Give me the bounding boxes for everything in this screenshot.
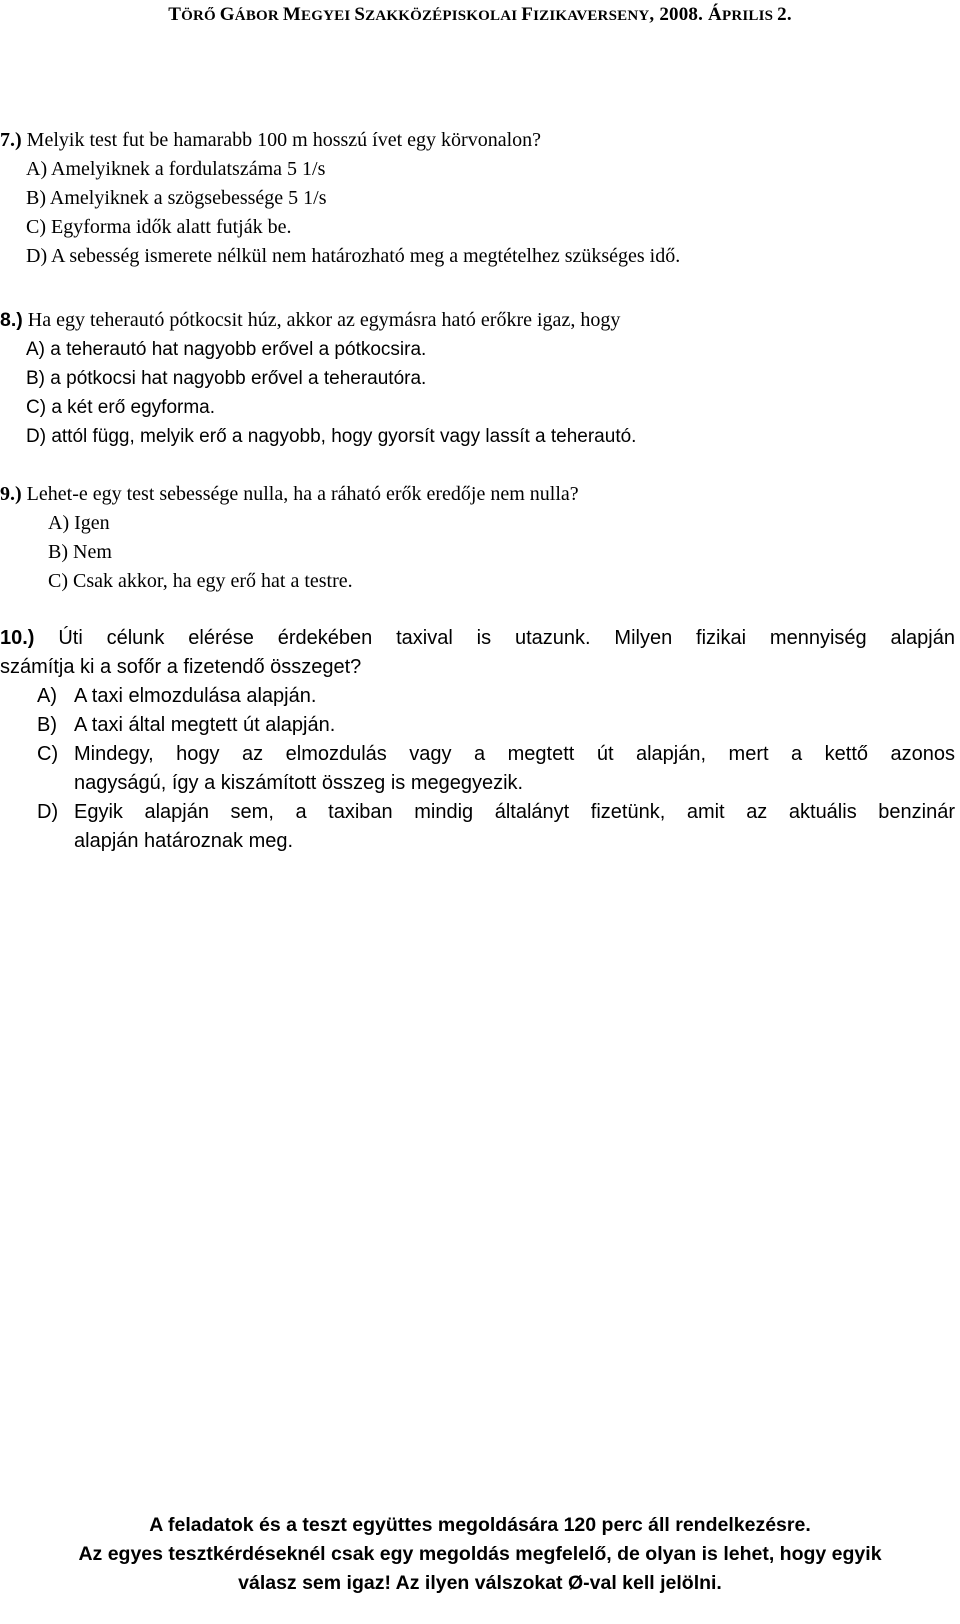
- option-b: [0, 711, 955, 740]
- question-9-stem: [0, 480, 960, 509]
- option-label: B): [37, 714, 57, 736]
- header-part: TÖRŐ: [168, 4, 220, 25]
- option-a: [0, 682, 955, 711]
- question-text: Ha egy teherautó pótkocsit húz, akkor az egymásra ható erőkre igaz, hogy: [22, 309, 621, 331]
- option-b: B) Amelyiknek a szögsebessége 5 1/s: [26, 187, 327, 209]
- question-number: 10.): [0, 627, 35, 649]
- header-part: ÁPRILIS: [708, 4, 778, 25]
- question-text: Melyik test fut be hamarabb 100 m hosszú ívet egy körvonalon?: [21, 129, 541, 151]
- header-part: , 2008.: [649, 4, 709, 25]
- option-text-line1: Egyik alapján sem, a taxiban mindig általányt fizetünk, amit az aktuális benzinár: [74, 801, 955, 823]
- header-part: 2.: [777, 4, 792, 25]
- question-10-stem-line1: [0, 624, 955, 653]
- question-8: [0, 306, 960, 451]
- question-number: 8.): [0, 309, 23, 331]
- header-part: MEGYEI: [282, 4, 355, 25]
- option-d: D) A sebesség ismerete nélkül nem határozható meg a megtételhez szükséges idő.: [26, 245, 681, 267]
- header-part: GÁBOR: [219, 4, 283, 25]
- option-c: C) Csak akkor, ha egy erő hat a testre.: [48, 570, 353, 592]
- option-label: A): [37, 685, 57, 707]
- option-label: C): [37, 743, 59, 765]
- option-a: A) Igen: [48, 512, 110, 534]
- instructions-footer: [0, 1511, 960, 1598]
- footer-line-1: A feladatok és a teszt együttes megoldására 120 perc áll rendelkezésre.: [149, 1514, 811, 1536]
- footer-line-2: Az egyes tesztkérdéseknél csak egy megoldás megfelelő, de olyan is lehet, hogy egyik: [78, 1543, 882, 1565]
- question-number: 7.): [0, 129, 22, 151]
- header-part: FIZIKAVERSENY: [521, 4, 650, 25]
- header-part: SZAKKÖZÉPISKOLAI: [354, 4, 522, 25]
- question-7-stem: [0, 126, 960, 155]
- question-text: Lehet-e egy test sebessége nulla, ha a ráható erők eredője nem nulla?: [21, 483, 579, 505]
- question-7: [0, 126, 960, 271]
- option-b: B) Nem: [48, 541, 112, 563]
- question-9: [0, 480, 960, 596]
- question-text: Úti célunk elérése érdekében taxival is utazunk. Milyen fizikai mennyiség alapján: [34, 627, 955, 649]
- option-text: A taxi által megtett út alapján.: [74, 714, 336, 736]
- option-d: D) attól függ, melyik erő a nagyobb, hogy gyorsít vagy lassít a teherautó.: [26, 426, 637, 447]
- option-c: [0, 740, 955, 798]
- option-c: C) Egyforma idők alatt futják be.: [26, 216, 292, 238]
- question-10: [0, 624, 960, 856]
- option-text-line2: alapján határoznak meg.: [74, 830, 294, 852]
- option-c: C) a két erő egyforma.: [26, 397, 216, 418]
- option-label: D): [37, 801, 59, 823]
- question-number: 9.): [0, 483, 22, 505]
- footer-line-3: válasz sem igaz! Az ilyen válszokat Ø-val kell jelölni.: [238, 1572, 722, 1594]
- option-d: [0, 798, 955, 856]
- option-text-line1: Mindegy, hogy az elmozdulás vagy a megtett út alapján, mert a kettő azonos: [74, 743, 955, 765]
- option-a: A) Amelyiknek a fordulatszáma 5 1/s: [26, 158, 326, 180]
- question-10-stem-line2: számítja ki a sofőr a fizetendő összeget?: [0, 656, 362, 678]
- option-a: A) a teherautó hat nagyobb erővel a pótkocsira.: [26, 339, 427, 360]
- option-text: A taxi elmozdulása alapján.: [74, 685, 317, 707]
- question-8-stem: [0, 306, 960, 335]
- option-b: B) a pótkocsi hat nagyobb erővel a teherautóra.: [26, 368, 427, 389]
- page-header: [0, 4, 960, 26]
- option-text-line2: nagyságú, így a kiszámított összeg is megegyezik.: [74, 772, 524, 794]
